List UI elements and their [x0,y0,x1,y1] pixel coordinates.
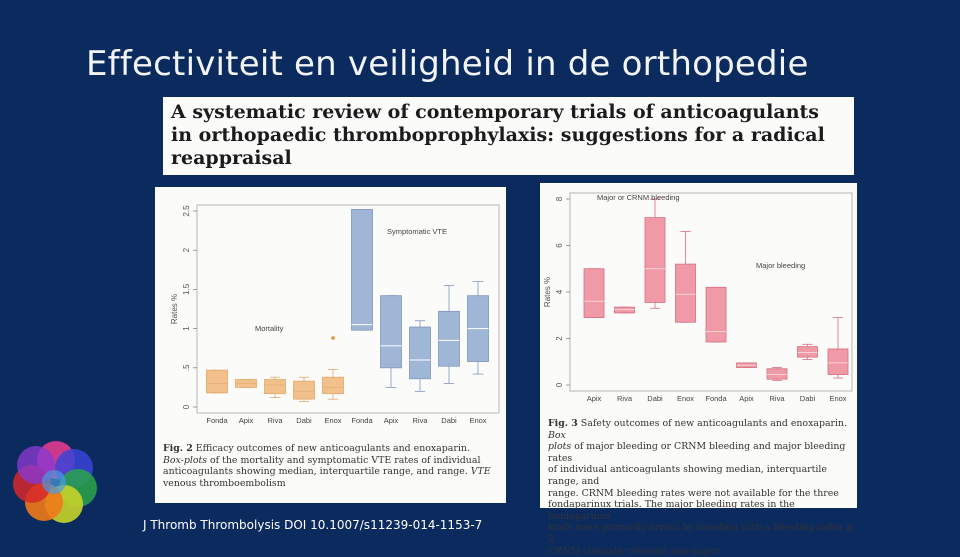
box [352,209,373,330]
y-tick-label: 1.5 [182,283,191,295]
x-tick-label: Enox [469,416,487,425]
caption-text: plots [548,441,572,453]
x-tick-label: Fonda [351,416,373,425]
x-tick-label: Fonda [705,394,727,403]
x-tick-label: Apix [739,394,754,403]
box [798,347,818,357]
x-tick-label: Dabi [296,416,312,425]
paper-title-line: reappraisal [171,147,292,169]
y-tick-label: 2 [555,336,564,341]
box-outlier [331,336,335,340]
box [584,269,604,318]
x-tick-label: Riva [412,416,428,425]
figure-2-caption [163,443,503,489]
caption-text: Efficacy outcomes of new anticoagulants and enoxaparin. [192,443,470,454]
caption-text: venous thromboembolism [163,477,286,489]
efficacy-boxplot-chart [155,187,506,437]
y-tick-label: 8 [555,196,564,202]
slide-title: Effectiviteit en veiligheid in de orthopedie [86,44,809,84]
caption-text: CRNM [548,545,581,557]
chart-annotation: Major or CRNM bleeding [597,193,680,202]
caption-text: of major bleeding or CRNM bleeding and major bleeding rates [548,441,846,464]
paper-title-line: A systematic review of contemporary trials of anticoagulants [171,101,819,123]
y-tick-label: 0 [555,382,564,388]
caption-text: range. CRNM bleeding rates were not available for the three [548,487,839,499]
caption-text: of individual anticoagulants showing median, interquartile range, and [548,464,827,487]
box [265,380,286,394]
y-tick-label: 2.5 [182,205,191,217]
box [828,349,848,375]
paper-title-block [163,97,854,175]
box [207,370,228,393]
citation: J Thromb Thrombolysis DOI 10.1007/s11239-014-1153-7 [143,518,483,532]
caption-text: Box-plots [163,454,208,466]
box [294,381,315,399]
box [767,369,787,379]
x-tick-label: Fonda [206,416,228,425]
box [323,377,344,393]
caption-text: Fig. 2 [163,443,193,454]
x-tick-label: Enox [829,394,847,403]
y-tick-label: 2 [182,247,191,253]
box [381,296,402,368]
box [439,311,460,366]
y-tick-label: 4 [555,289,564,295]
y-axis-label: Rates % [543,276,552,308]
box [410,327,431,379]
figure-3-safety [540,183,857,557]
x-tick-label: Riva [267,416,283,425]
caption-text: anticoagulants showing median, interquartile range, and range. [163,466,471,478]
x-tick-label: Enox [676,394,695,403]
caption-text: VTE [470,466,491,478]
figure-2-efficacy [155,187,506,503]
chart-annotation: Major bleeding [756,261,806,270]
chart-annotation: Symptomatic VTE [387,227,448,236]
safety-boxplot-chart [540,183,857,411]
caption-text: Box [548,429,566,441]
y-tick-label: 1 [182,326,191,331]
figure-3-caption [548,418,858,557]
box [645,218,665,303]
x-tick-label: Riva [769,394,785,403]
x-tick-label: Apix [586,394,602,403]
box [706,287,726,342]
box [676,264,696,322]
y-tick-label: 6 [555,243,564,248]
caption-text: Fig. 3 [548,418,578,429]
x-tick-label: Riva [616,394,633,403]
caption-text: trials were primarily driven by bleeding with a bleeding index ≥ 2. [548,522,854,545]
y-axis-label: Rates % [170,293,179,325]
caption-text: fondaparinux trials. The major bleeding rates in the fondaparinux [548,499,795,522]
paper-title-line: in orthopaedic thromboprophylaxis: suggestions for a radical [171,124,825,146]
chart-annotation: Mortality [255,324,284,333]
x-tick-label: Dabi [799,394,816,403]
caption-text: Safety outcomes of new anticoagulants and enoxaparin. [577,418,848,429]
x-tick-label: Apix [238,416,254,425]
caption-text: of the mortality and symptomatic VTE rates of individual [207,454,481,466]
x-tick-label: Dabi [441,416,457,425]
logo [8,432,104,528]
y-tick-label: .5 [182,364,191,372]
x-tick-label: Dabi [647,394,663,403]
x-tick-label: Enox [324,416,342,425]
caption-text: clinically relevant non-major [580,545,720,557]
box [615,307,635,313]
y-tick-label: 0 [182,404,191,410]
x-tick-label: Apix [383,416,399,425]
